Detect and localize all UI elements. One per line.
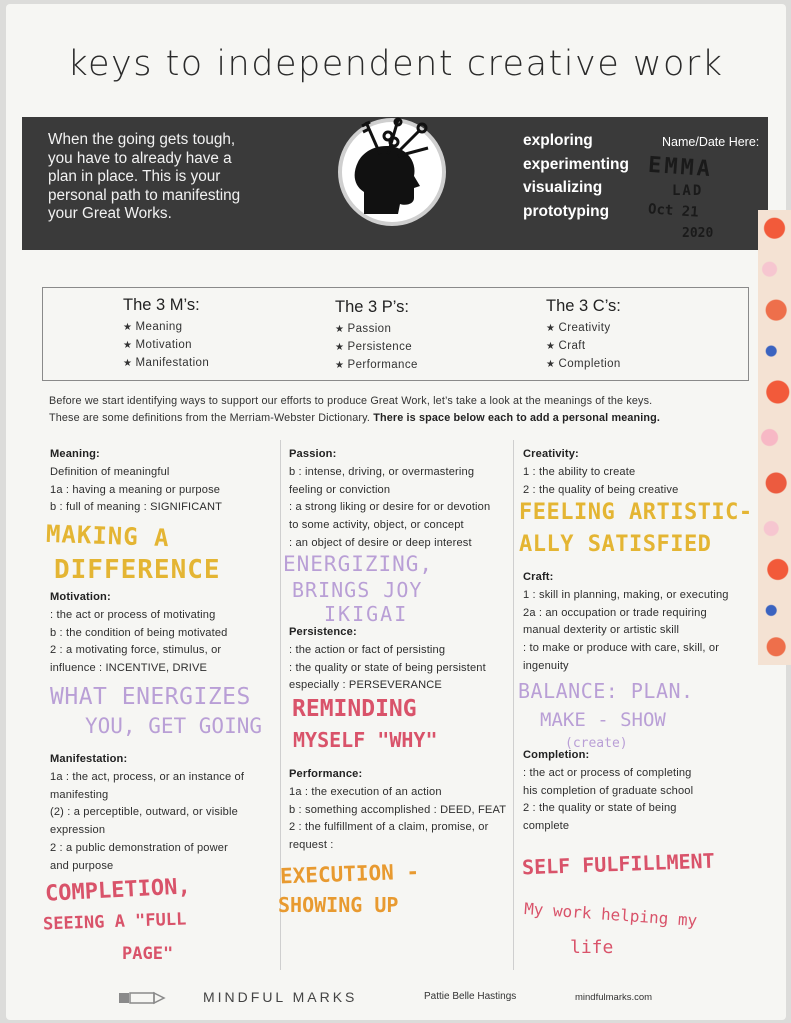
completion-note[interactable]: My work helping my [523, 898, 698, 931]
creativity-note[interactable]: FEELING ARTISTIC- [519, 500, 753, 525]
creativity-note[interactable]: ALLY SATISFIED [519, 532, 712, 557]
passion-note[interactable]: BRINGS JOY [292, 578, 423, 602]
mode-item: prototyping [523, 202, 610, 220]
creativity-section [523, 446, 755, 499]
definition-line: expression [50, 824, 106, 837]
motivation-note[interactable]: YOU, GET GOING [85, 714, 263, 738]
definition-line: ingenuity [523, 659, 569, 672]
key-item: ★ Persistence [335, 341, 418, 359]
definition-line: 2 : the quality or state of being [523, 802, 677, 815]
mode-item: exploring [523, 132, 593, 149]
definition-line: 2 : the fulfillment of a claim, promise, or [289, 821, 489, 834]
banner-line: personal path to manifesting [48, 186, 241, 204]
footer-author: Pattie Belle Hastings [424, 991, 517, 1002]
meaning-note[interactable]: MAKING A [45, 519, 171, 553]
craft-note[interactable]: (create) [565, 736, 628, 751]
definition-line: to some activity, object, or concept [289, 519, 464, 532]
definition-line: his completion of graduate school [523, 784, 694, 797]
persistence-note[interactable]: REMINDING [292, 696, 417, 722]
manifestation-note[interactable]: COMPLETION, [44, 874, 192, 907]
section-heading: Creativity: [523, 448, 579, 460]
banner-line: When the going gets tough, [48, 131, 236, 148]
passion-section [289, 446, 511, 553]
key-item: ★ Creativity [546, 322, 621, 340]
completion-section [523, 747, 755, 836]
meaning-note[interactable]: DIFFERENCE [54, 555, 221, 585]
definition-line: 2 : a public demonstration of power [50, 841, 228, 854]
definition-line: 2 : the quality of being creative [523, 483, 679, 496]
mode-item: visualizing [523, 179, 603, 196]
craft-note[interactable]: MAKE - SHOW [540, 709, 666, 731]
completion-note[interactable]: SELF FULFILLMENT [521, 848, 716, 880]
definition-line: 1a : the execution of an action [289, 785, 442, 798]
definition-line: especially : PERSEVERANCE [289, 679, 442, 692]
key-item: ★ Meaning [123, 321, 209, 339]
head-keys-logo-icon [336, 114, 448, 226]
key-item: ★ Manifestation [123, 357, 209, 375]
intro-line [49, 410, 749, 427]
definition-line: b : something accomplished : DEED, FEAT [289, 803, 507, 816]
definition-line: : the act or process of completing [523, 766, 692, 779]
persistence-section [289, 624, 511, 695]
key-item: ★ Performance [335, 359, 418, 377]
keys-heading: The 3 C’s: [546, 297, 621, 315]
intro-text: These are some definitions from the Merriam-Webster Dictionary. [49, 412, 371, 424]
meaning-section [50, 446, 275, 517]
column-divider [280, 440, 281, 970]
name-date-label: Name/Date Here: [662, 135, 760, 149]
definition-line: (2) : a perceptible, outward, or visible [50, 806, 238, 819]
definition-line: 2a : an occupation or trade requiring [523, 606, 707, 619]
craft-section [523, 569, 755, 676]
key-item: ★ Motivation [123, 339, 209, 357]
definition-line: 1 : the ability to create [523, 465, 636, 478]
footer-brand: MINDFUL MARKS [203, 989, 358, 1005]
definition-line: : to make or produce with care, skill, or [523, 642, 720, 655]
definition-line: : the quality or state of being persistent [289, 661, 486, 674]
key-item: ★ Passion [335, 323, 418, 341]
section-heading: Persistence: [289, 626, 357, 638]
keys-heading: The 3 M’s: [123, 296, 200, 314]
definition-line: request : [289, 839, 334, 852]
craft-note[interactable]: BALANCE: PLAN. [518, 679, 694, 703]
persistence-note[interactable]: MYSELF "WHY" [293, 728, 438, 752]
section-heading: Completion: [523, 749, 590, 761]
definition-line: influence : INCENTIVE, DRIVE [50, 662, 208, 675]
intro-line: Before we start identifying ways to support our efforts to produce Great Work, let’s take a look at the meanings of the keys. [49, 395, 653, 407]
performance-note[interactable]: SHOWING UP [278, 893, 399, 917]
handwritten-name[interactable]: EMMA [647, 152, 714, 183]
definition-line: : the act or process of motivating [50, 608, 216, 621]
handwritten-year[interactable]: 2020 [682, 226, 714, 241]
definition-line: manifesting [50, 788, 109, 801]
definition-line: b : the condition of being motivated [50, 626, 228, 639]
banner-line: plan in place. This is your [48, 168, 221, 185]
creative-modes-list [523, 132, 629, 226]
column-divider [513, 440, 514, 970]
definition-line: manual dexterity or artistic skill [523, 624, 680, 637]
footer-link[interactable]: mindfulmarks.com [575, 992, 653, 1003]
pencil-icon [118, 991, 166, 1005]
completion-note[interactable]: life [570, 937, 614, 958]
key-item: ★ Craft [546, 340, 621, 358]
definition-line: : the action or fact of persisting [289, 643, 446, 656]
motivation-section [50, 589, 275, 678]
performance-section [289, 766, 511, 855]
definition-line: and purpose [50, 859, 114, 872]
passion-note[interactable]: ENERGIZING, [283, 552, 434, 576]
page-title: keys to independent creative work [67, 44, 724, 84]
section-heading: Meaning: [50, 448, 100, 460]
definition-line: Definition of meaningful [50, 465, 170, 478]
mode-item: experimenting [523, 155, 629, 173]
definition-line: 1a : having a meaning or purpose [50, 483, 221, 496]
definition-line: complete [523, 820, 570, 833]
definition-line: : an object of desire or deep interest [289, 536, 472, 549]
performance-note[interactable]: EXECUTION - [279, 859, 420, 889]
definition-line: 2 : a motivating force, stimulus, or [50, 644, 222, 657]
definition-line: b : full of meaning : SIGNIFICANT [50, 501, 223, 514]
keys-c-column [546, 297, 621, 376]
manifestation-note[interactable]: SEEING A "FULL [42, 909, 187, 935]
banner-line: your Great Works. [48, 205, 172, 222]
key-item: ★ Completion [546, 358, 621, 376]
section-heading: Motivation: [50, 591, 111, 603]
definition-line: b : intense, driving, or overmastering [289, 465, 475, 478]
intro-emphasis: There is space below each to add a personal meaning. [373, 412, 661, 424]
section-heading: Manifestation: [50, 753, 128, 765]
keys-m-column [123, 296, 209, 375]
banner-intro [48, 131, 288, 224]
definition-line: 1 : skill in planning, making, or executing [523, 588, 729, 601]
motivation-note[interactable]: WHAT ENERGIZES [50, 684, 251, 710]
keys-heading: The 3 P’s: [335, 298, 409, 316]
definition-line: : a strong liking or desire for or devotion [289, 501, 491, 514]
keys-p-column [335, 298, 418, 377]
manifestation-note[interactable]: PAGE" [122, 944, 174, 964]
section-heading: Craft: [523, 571, 554, 583]
definition-line: 1a : the act, process, or an instance of [50, 770, 245, 783]
banner-line: you have to already have a [48, 149, 232, 167]
section-heading: Passion: [289, 448, 337, 460]
floral-tape-decoration [758, 210, 791, 665]
passion-note[interactable]: IKIGAI [324, 602, 409, 626]
intro-paragraph [49, 393, 749, 427]
handwritten-date[interactable]: Oct 21 [647, 201, 700, 221]
handwritten-surname[interactable]: LAD [672, 183, 704, 199]
section-heading: Performance: [289, 768, 363, 780]
manifestation-section [50, 751, 275, 876]
definition-line: feeling or conviction [289, 483, 391, 496]
